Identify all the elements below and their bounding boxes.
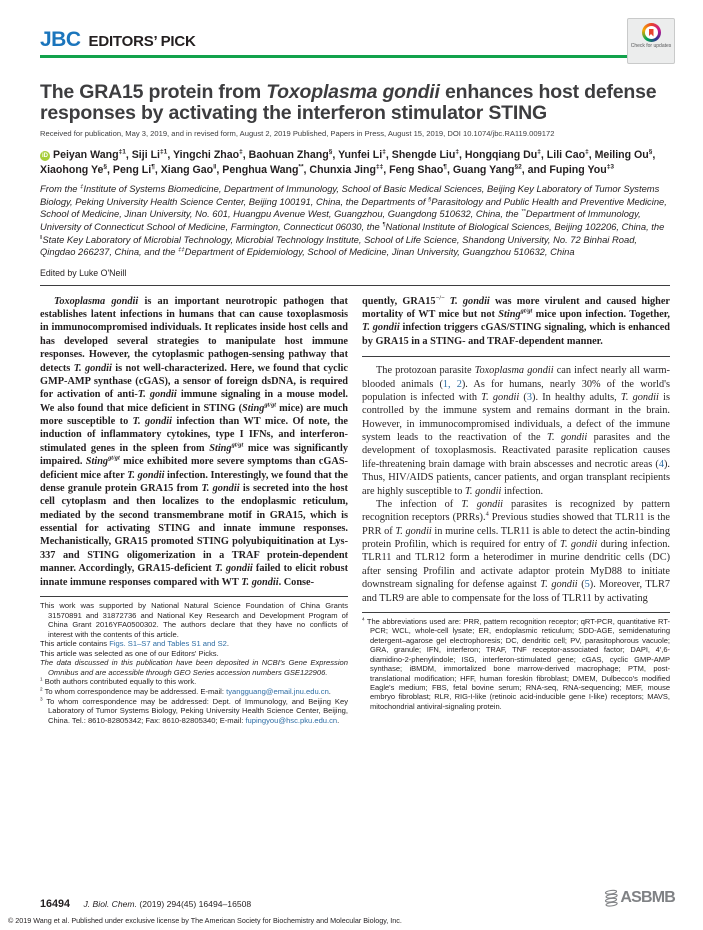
text-run: ‡: [537, 148, 541, 156]
text-run: 4: [362, 616, 365, 622]
footnote-editors-pick: [40, 649, 348, 659]
text-run: 3: [40, 696, 43, 702]
text-run: , Lili Cao: [540, 149, 586, 162]
text-run: (: [577, 579, 585, 591]
text-run: , Xiaohong Ye: [40, 149, 656, 177]
text-run: ‡: [585, 148, 589, 156]
left-footnote-block: [40, 596, 348, 725]
text-run: Sting: [498, 309, 521, 321]
abstract-paragraph-right: [362, 295, 670, 349]
check-for-updates-text: Check for updates: [630, 43, 672, 49]
text-run: ‡: [382, 148, 386, 156]
text-run: is secreted into the host cell cytoplasm and then localizes to the endoplasmic reticulum, mediated by the second transmembrane motif in GRA15, which is essential for activating STING and innate immune responses. Mechanistically, GRA15 promoted STING polyubiquitination at Lys-337 and STING oligomerization in a TRAF protein-dependent manner. Accordingly, GRA15-deficient: [40, 482, 348, 575]
text-run: The protozoan parasite: [376, 365, 475, 377]
left-column: [40, 295, 348, 726]
text-run: ‡‡: [375, 163, 384, 171]
text-run: T. gondii: [620, 391, 659, 403]
text-run: . Conse-: [278, 576, 315, 588]
text-run: To whom correspondence may be addressed. E-mail:: [42, 687, 227, 697]
inline-link[interactable]: 3: [526, 391, 533, 403]
text-run: T. gondii: [395, 525, 432, 537]
editors-pick-label: EDITORS’ PICK: [88, 33, 196, 50]
asbmb-logo: [604, 889, 675, 907]
text-run: Sting: [242, 402, 265, 414]
text-run: T. gondii: [241, 576, 279, 588]
abstract-intro-divider: [362, 356, 670, 357]
abbreviations-footnote-block: [362, 612, 670, 711]
text-run: , Baohuan Zhang: [242, 149, 329, 162]
text-run: T. gondii: [127, 469, 165, 481]
article-title: [40, 82, 670, 124]
text-run: 2: [40, 686, 43, 692]
text-run: T. gondii: [201, 482, 240, 494]
text-run: infection.: [501, 485, 544, 497]
text-run: ). Moreover, TLR7 and TLR9 are able to compensate for the loss of TLR11 by activating: [362, 579, 670, 604]
text-run: Sting: [209, 442, 232, 454]
text-run: gt/gt: [264, 401, 277, 409]
text-run: ‡: [455, 148, 459, 156]
text-run: T. gondii: [132, 416, 172, 428]
text-run: **: [521, 209, 526, 216]
text-run: infection triggers cGAS/STING signaling, which is enhanced by GRA15 in a STING- and TRAF-dependent manner.: [362, 322, 671, 347]
text-run: gt/gt: [108, 454, 120, 462]
text-run: Both authors contributed equally to this work.: [42, 677, 197, 687]
text-run: T. gondii: [137, 389, 177, 401]
intro-paragraph-1: [362, 364, 670, 498]
text-run: State Key Laboratory of Microbial Technology, Microbial Technology Institute, School of Life Science, Shandong University, No. 72 Binhai Road, Qingdao 266237, China, and the: [40, 233, 638, 258]
text-run: Toxoplasma gondii: [266, 81, 440, 103]
text-run: The abbreviations used are: PRR, pattern recognition receptor; qRT-PCR, quantitative RT-PCR; WCL, whole-cell lysate; ER, endoplasmic reticulum; SDD-AGE, semidenaturing detergent–agarose gel electrophoresis; DC, dendritic cell; PV, parasitophorous vacuole; GRA, granule; IFN, interferon; TRAF, TNF receptor-associated factor; DAPI, 4′,6-diamidino-2-phenylindole; ISG, interferon-stimulated gene; cGAS, cyclic GMP-AMP synthase; iBMDM, immortalized bone marrow-derived macrophage; PTM, post-translational modification; HFF, human foreskin fibroblast; DMEM, Dulbecco's modified Eagle's medium; FBS, fetal bovine serum; RNA-seq, RNA-sequencing; MEF, mouse embryo fibroblast; RLR, RIG-I-like (retinoic acid-inducible gene I-like) receptors; MAVS, mitochondrial antiviral-signaling protein.: [364, 616, 670, 711]
text-run: T. gondii: [449, 295, 490, 307]
text-run: infection. Interestingly, we found that the dense granule protein GRA15 from: [40, 469, 348, 494]
text-run: , Hongqiang Du: [458, 149, 538, 162]
text-run: T. gondii: [540, 579, 578, 591]
text-run: **: [298, 163, 304, 171]
text-run: Institute of Systems Biomedicine, Department of Immunology, School of Basic Medical Sciences, Beijing Key Laboratory of Tumor Systems Biology, Peking University Health Science Center, Beijing 100191, China, the Departments of: [40, 183, 660, 207]
text-run: Sting: [85, 456, 109, 468]
text-run: The GRA15 protein from: [40, 81, 267, 103]
page-number: 16494: [40, 898, 71, 910]
text-run: mice upon infection. Together,: [532, 309, 670, 321]
text-run: To whom correspondence may be addressed: Dept. of Immunology, and Beijing Key Laboratory of Tumor Systems Biology, Peking University Health Science Center, Beijing, China. Tel.: 8610-82805342; Fax: 8610-82805340; E-mail:: [42, 696, 348, 725]
text-run: mice exhibited more severe symptoms than cGAS-deficient mice after: [40, 456, 348, 481]
text-run: parasites is recognized by pattern recognition receptors (PRRs).: [362, 498, 670, 524]
text-run: ‡1: [118, 148, 126, 156]
text-run: was more virulent and caused higher mortality of WT mice but not: [362, 295, 670, 321]
text-run: T. gondii: [481, 391, 520, 403]
copyright-line: © 2019 Wang et al. Published under exclusive license by The American Society for Biochemistry and Molecular Biology, Inc.: [8, 916, 402, 925]
edited-by: Edited by Luke O'Neill: [40, 267, 127, 278]
bookmark-icon: [649, 29, 654, 37]
text-run: §: [428, 196, 432, 203]
inline-link[interactable]: tyangguang@email.jnu.edu.cn: [226, 687, 329, 697]
text-run: mice) are much more susceptible to: [40, 402, 349, 428]
text-run: T. gondii: [214, 563, 253, 575]
footnote-correspondence-2: [40, 697, 348, 726]
text-run: ‖: [40, 234, 43, 241]
text-run: , Shengde Liu: [385, 149, 456, 162]
check-for-updates-badge[interactable]: [627, 18, 675, 64]
text-run: , Siji Li: [125, 149, 160, 162]
text-run: parasites and the development of toxoplasmosis. Reactivated parasite replication causes life-threatening brain damage with brain abscesses and necrotic areas (: [362, 432, 670, 470]
footnote-supporting-info: [40, 639, 348, 649]
footnote-abbreviations: [362, 617, 670, 711]
text-run: .: [337, 715, 340, 725]
text-run: T. gondii: [560, 539, 598, 551]
text-run: Peiyan Wang: [53, 149, 119, 162]
jbc-logo: JBC: [40, 28, 81, 51]
text-run: , Yingchi Zhao: [167, 149, 240, 162]
author-list: [40, 148, 670, 178]
inline-link[interactable]: 5: [584, 579, 590, 591]
text-run: The data discussed in this publication have been deposited in NCBI's Gene Expression Omnibus and are accessible through GEO Series accession numbers GSE122906.: [40, 658, 348, 677]
affiliations: [40, 183, 670, 259]
text-run: Parasitology and Public Health and Preventive Medicine, School of Medicine, Jinan University, No. 601, Huangpu Avenue West, Guangzhou, Guangdong 510632, China, the: [40, 195, 667, 220]
received-line: Received for publication, May 3, 2019, and in revised form, August 2, 2019 Published, Papers in Press, August 15, 2019, DOI 10.1074/jbc.RA119.009172: [40, 129, 555, 139]
text-run: ¶: [443, 163, 447, 171]
masthead: [40, 28, 670, 58]
text-run: (2019) 294(45) 16494–16508: [136, 899, 252, 909]
title-body-divider: [40, 285, 670, 286]
check-for-updates-icon: [642, 23, 661, 42]
intro-paragraph-2: [362, 498, 670, 605]
text-run: mice was significantly impaired.: [40, 442, 348, 468]
orcid-icon[interactable]: iD: [42, 153, 48, 160]
text-run: Toxoplasma gondii: [474, 365, 554, 377]
text-run: failed to elicit robust innate immune responses compared with WT: [40, 563, 349, 588]
text-run: , Xiang Gao: [154, 164, 214, 177]
text-run: , Peng Li: [107, 164, 152, 177]
text-run: , Feng Shao: [383, 164, 444, 177]
text-run: , Chunxia Jing: [303, 164, 376, 177]
text-run: §2: [514, 163, 522, 171]
footnote-data-deposit: [40, 658, 348, 677]
text-run: Department of Immunology, University of Connecticut School of Medicine, Farmington, Connecticut 06030, the: [40, 208, 641, 232]
text-run: ‡3: [606, 163, 615, 171]
text-run: §: [103, 163, 108, 171]
text-run: , and Fuping You: [521, 164, 607, 177]
inline-link[interactable]: 4: [658, 458, 664, 470]
text-run: ¶: [151, 163, 155, 171]
text-run: (: [519, 391, 527, 403]
text-run: T. gondii: [461, 498, 504, 510]
author-names: [40, 149, 655, 176]
text-run: gt/gt: [520, 307, 533, 315]
text-run: T. gondii: [547, 432, 588, 444]
footnote-equal-contribution: [40, 677, 348, 687]
text-run: ¶: [382, 221, 386, 228]
asbmb-helix-icon: [604, 889, 619, 907]
footer-left: [40, 894, 251, 912]
text-run: gt/gt: [231, 441, 244, 449]
text-run: Toxoplasma gondii: [54, 295, 139, 307]
text-run: immune signaling in a mouse model. We also found that mice deficient in STING (: [40, 389, 349, 414]
right-column: [362, 295, 670, 726]
text-run: during infection. TLR11 and TLR12 form a heterodimer in murine dendritic cells (DC) after sensing Profilin and activate adaptor protein MyD88 to initiate downstream signaling for defense against: [362, 539, 670, 591]
journal-citation: [83, 899, 251, 909]
footnote-funding: [40, 601, 348, 639]
text-run: −/−: [435, 294, 445, 302]
text-run: Department of Epidemiology, School of Medicine, Jinan University, Guangzhou 510632, China: [184, 246, 575, 258]
text-run: quently, GRA15: [362, 295, 436, 307]
header-rule: [40, 55, 670, 58]
text-run: , Penghua Wang: [216, 164, 299, 177]
text-run: J. Biol. Chem.: [83, 899, 137, 909]
text-run: The infection of: [376, 498, 462, 510]
text-run: is not well-characterized. Here, we found that cyclic GMP-AMP synthase (cGAS), a sensor of foreign dsDNA, is required for activation of anti-: [40, 362, 348, 401]
text-run: T. gondii: [464, 485, 502, 497]
text-run: 1: [40, 676, 43, 682]
text-run: T. gondii: [73, 362, 112, 374]
text-run: ). Thus, HIV/AIDS patients, cancer patients, and organ transplant recipients are highly susceptible to: [362, 458, 670, 497]
text-run: ‡‡: [178, 247, 185, 253]
text-run: T. gondii: [362, 322, 400, 334]
text-run: From the: [40, 183, 81, 195]
text-run: This article contains: [40, 639, 110, 649]
text-run: infection than WT mice. Of note, the induction of inflammatory cytokines, type I IFNs, and interferon-stimulated genes in the spleen from: [40, 416, 348, 454]
text-run: ). In healthy adults,: [532, 391, 621, 403]
text-run: ). As for humans, nearly 30% of the world's population is infected with: [362, 378, 670, 403]
text-run: , Guang Yang: [446, 164, 515, 177]
text-run: can infect nearly all warm-blooded animals (: [362, 365, 670, 390]
text-run: ‖: [213, 163, 217, 171]
text-run: .: [226, 639, 229, 649]
text-run: National Institute of Biological Sciences, Beijing 102206, China, the: [385, 220, 665, 232]
text-run: §: [648, 148, 653, 156]
text-run: ‡: [80, 184, 84, 191]
asbmb-logo-text: ASBMB: [620, 889, 675, 906]
footnote-correspondence-1: [40, 687, 348, 697]
text-run: This work was supported by National Natural Science Foundation of China Grants 31570891 and 31872736 and National Key Research and Development Program of China Grant 2016YFA0500302. The authors declare that they have no conflicts of interest with the contents of this article.: [40, 600, 348, 639]
footer: [40, 889, 675, 912]
text-run: This article was selected as one of our Editors' Picks.: [40, 648, 219, 658]
text-run: Previous studies showed that TLR11 is the PRR of: [362, 512, 670, 537]
text-run: in murine cells. TLR11 is able to detect the actin-binding protein Profilin, which is required for entry of: [362, 525, 670, 551]
inline-link[interactable]: fupingyou@hsc.pku.edu.cn: [245, 715, 338, 725]
text-run: is controlled by the immune system and remains dormant in the brain. However, in immunocompromised individuals, a defect of the immune system leads to the reactivation of the: [362, 391, 670, 444]
text-run: §: [328, 148, 333, 156]
check-icon-inner: [645, 26, 658, 39]
two-column-body: [40, 295, 670, 726]
text-run: .: [328, 687, 331, 697]
text-run: is an important neurotropic pathogen that establishes latent infections in humans that can cause toxoplasmosis in immunocompromised individuals. It replicates inside host cells and has developed several strategies to manipulate host immune responses. However, the cytoplasmic pathogen-sensing pathway that detects: [40, 295, 348, 374]
abstract-paragraph-left: [40, 295, 348, 589]
text-run: ‡1: [160, 148, 168, 156]
inline-link[interactable]: 1, 2: [442, 378, 462, 390]
text-run: 4: [485, 510, 489, 518]
text-run: ‡: [239, 148, 243, 156]
inline-link[interactable]: Figs. S1–S7 and Tables S1 and S2: [109, 639, 227, 649]
text-run: enhances host defense responses by activating the interferon stimulator STING: [40, 81, 657, 125]
text-run: , Meiling Ou: [588, 149, 649, 162]
text-run: , Yunfei Li: [332, 149, 383, 162]
